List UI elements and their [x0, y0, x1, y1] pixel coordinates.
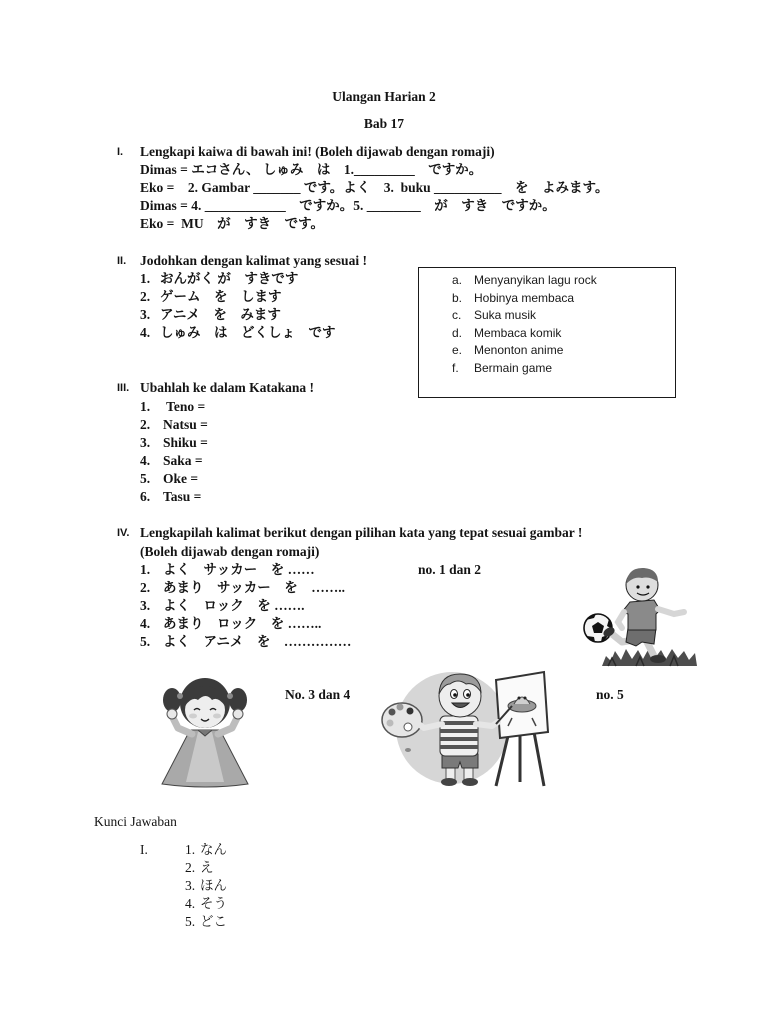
option-row [419, 307, 675, 325]
answer-text: どこ [200, 914, 227, 929]
sentence-item-number: 2. [140, 580, 151, 595]
katakana-item-text: Shiku = [163, 435, 208, 450]
option-text: Bermain game [474, 360, 553, 375]
answer-number: 2. [185, 860, 196, 875]
matching-item-text: ゲーム を します [160, 289, 282, 304]
dialogue-line: Dimas = 4. ____________ ですか。5. ________ が すき ですか。 [140, 198, 556, 213]
easel [496, 672, 548, 786]
katakana-item-number: 3. [140, 435, 151, 450]
answer-text: そう [200, 896, 227, 911]
girl-dress [162, 730, 248, 787]
section-2-instruction: Jodohkan dengan kalimat yang sesuai ! [140, 253, 367, 268]
katakana-item-text: Natsu = [163, 417, 208, 432]
matching-item-number: 2. [140, 289, 151, 304]
matching-item-text: おんがく が すきです [160, 271, 299, 286]
sentence-item-text: よく サッカー を …… [163, 562, 315, 577]
option-row [419, 342, 675, 360]
matching-item-number: 4. [140, 325, 151, 340]
painting-boy-illustration [378, 670, 553, 790]
chapter-label: Bab 17 [363, 116, 405, 131]
section-2-numeral: II. [117, 255, 127, 267]
sentence-item-number: 1. [140, 562, 151, 577]
answer-number: 1. [185, 842, 196, 857]
matching-item-number: 1. [140, 271, 151, 286]
answer-text: なん [200, 842, 227, 857]
answer-text: ほん [200, 878, 227, 893]
section-4-instruction: Lengkapilah kalimat berikut dengan pilihan kata yang tepat sesuai gambar ! [140, 525, 583, 540]
sentence-item-number: 5. [140, 634, 151, 649]
sentence-item-number: 4. [140, 616, 151, 631]
dialogue-line: Eko = 2. Gambar _______ です。よく 3. buku __________ を よみます。 [140, 180, 609, 195]
section-4-note: (Boleh dijawab dengan romaji) [140, 544, 320, 559]
option-letter: c. [452, 308, 462, 323]
katakana-item-text: Oke = [163, 471, 199, 486]
soccer-ball [584, 614, 612, 642]
option-letter: e. [452, 343, 463, 358]
sentence-item-text: よく アニメ を …………… [163, 634, 352, 649]
option-letter: f. [452, 360, 459, 375]
katakana-item-text: Saka = [163, 453, 203, 468]
boy-figure [602, 568, 684, 663]
answer-text: え [200, 860, 214, 875]
option-row [419, 290, 675, 308]
section-4-numeral: IV. [117, 527, 130, 539]
answer-number: 5. [185, 914, 196, 929]
sentence-item-text: あまり ロック を …….. [163, 616, 322, 631]
matching-options-box [418, 267, 676, 398]
option-text: Membaca komik [474, 325, 562, 340]
section-1-numeral: I. [117, 146, 124, 158]
section-3-numeral: III. [117, 382, 130, 394]
matching-item-number: 3. [140, 307, 151, 322]
option-letter: a. [452, 273, 463, 287]
section-1-instruction: Lengkapi kaiwa di bawah ini! (Boleh dijawab dengan romaji) [140, 144, 495, 159]
girl-illustration [158, 670, 254, 790]
sentence-item-number: 3. [140, 598, 151, 613]
section-3-instruction: Ubahlah ke dalam Katakana ! [140, 380, 315, 395]
answer-key-section: I. [140, 842, 148, 857]
sentence-item-text: よく ロック を ……. [163, 598, 305, 613]
sentence-item-text: あまり サッカー を …….. [163, 580, 345, 595]
dialogue-line: Eko = MU が すき です。 [140, 216, 324, 231]
answer-key-title: Kunci Jawaban [94, 814, 177, 829]
option-row [419, 272, 675, 290]
option-letter: d. [452, 325, 463, 340]
soccer-player-illustration [578, 562, 698, 670]
option-row [419, 325, 675, 343]
katakana-item-number: 5. [140, 471, 151, 486]
katakana-item-text: Tasu = [163, 489, 202, 504]
page-title: Ulangan Harian 2 [332, 89, 436, 104]
option-text: Menyanyikan lagu rock [474, 273, 597, 287]
picture-label-3-4: No. 3 dan 4 [285, 687, 351, 702]
option-text: Menonton anime [474, 343, 564, 358]
picture-label-5: no. 5 [596, 687, 624, 702]
answer-number: 4. [185, 896, 196, 911]
picture-label-1-2: no. 1 dan 2 [418, 562, 482, 577]
katakana-item-number: 4. [140, 453, 151, 468]
katakana-item-number: 2. [140, 417, 151, 432]
matching-item-text: しゅみ は どくしょ です [160, 325, 336, 340]
option-text: Suka musik [474, 308, 537, 323]
dialogue-line: Dimas = エコさん、 しゅみ は 1._________ ですか。 [140, 162, 483, 177]
option-text: Hobinya membaca [474, 290, 575, 305]
matching-item-text: アニメ を みます [160, 307, 281, 322]
katakana-item-number: 6. [140, 489, 151, 504]
katakana-item-number: 1. [140, 399, 151, 414]
katakana-item-text: Teno = [163, 399, 206, 414]
answer-number: 3. [185, 878, 196, 893]
option-letter: b. [452, 290, 463, 305]
option-row [419, 360, 675, 378]
